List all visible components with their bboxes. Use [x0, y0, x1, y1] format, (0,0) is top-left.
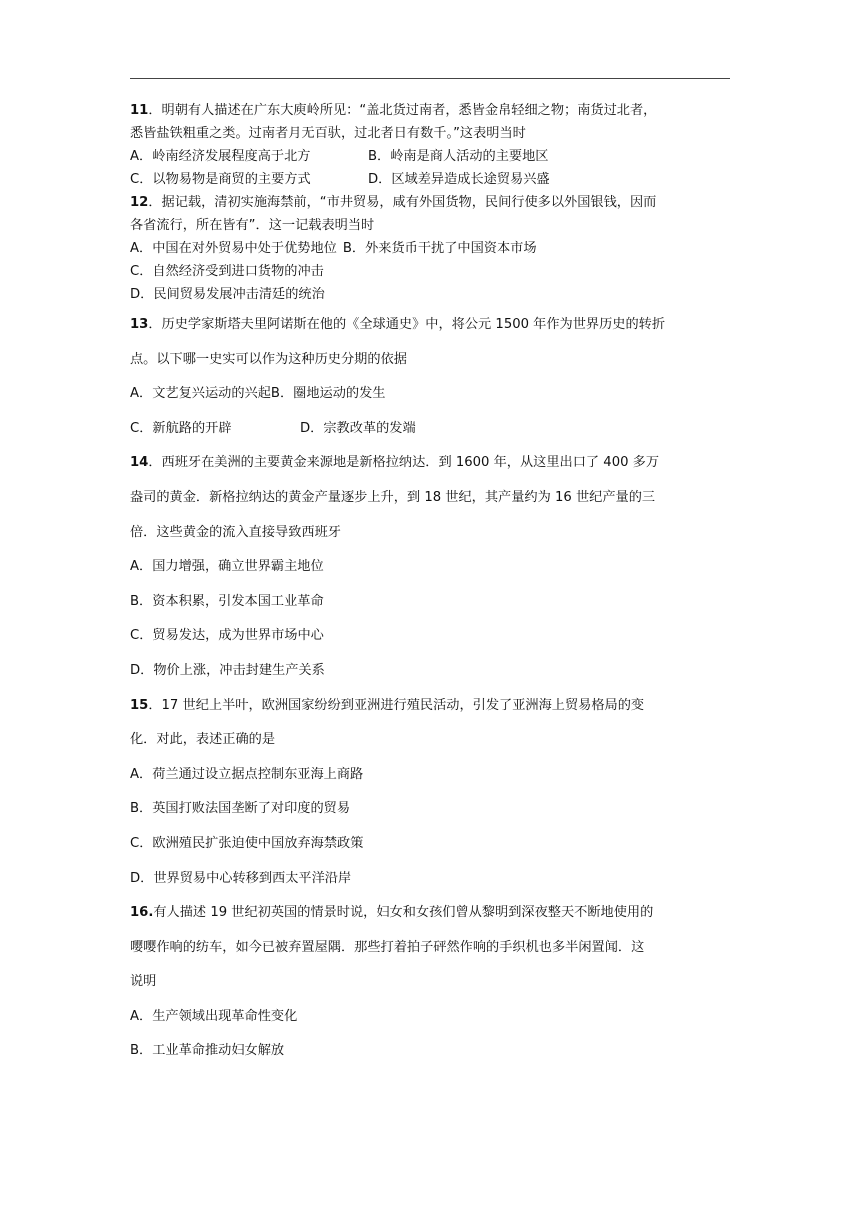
option-d[interactable]: D．民间贸易发展冲击清廷的统治 — [130, 287, 325, 302]
option-c[interactable]: C．新航路的开辟 — [130, 420, 232, 436]
question-15 — [130, 689, 730, 897]
question-stem-line: 说明 — [130, 974, 157, 990]
question-stem-line: 盎司的黄金．新格拉纳达的黄金产量逐步上升，到 18 世纪，其产量约为 16 世纪产量的三 — [130, 489, 656, 505]
question-stem-line: 13．历史学家斯塔夫里阿诺斯在他的《全球通史》中，将公元 1500 年作为世界历史的转折 — [130, 317, 666, 332]
option-b[interactable]: B．英国打败法国垄断了对印度的贸易 — [130, 801, 351, 817]
question-stem-line: 各省流行，所在皆有”．这一记载表明当时 — [130, 218, 375, 233]
option-row — [130, 377, 730, 412]
question-stem-line: 15．17 世纪上半叶，欧洲国家纷纷到亚洲进行殖民活动，引发了亚洲海上贸易格局的变 — [130, 697, 645, 713]
option-a[interactable]: A．文艺复兴运动的兴起 — [130, 386, 271, 402]
option-a[interactable]: A．岭南经济发展程度高于北方 — [130, 149, 311, 164]
option-c[interactable]: C．自然经济受到进口货物的冲击 — [130, 264, 324, 279]
option-row — [130, 237, 730, 260]
option-b[interactable]: B．圈地运动的发生 — [270, 386, 386, 402]
option-a[interactable]: A．中国在对外贸易中处于优势地位 — [130, 241, 337, 256]
question-13 — [130, 308, 730, 446]
question-stem-line: 嘤嘤作响的纺车，如今已被弃置屋隅．那些打着拍子砰然作响的手织机也多半闲置闻．这 — [130, 939, 645, 955]
question-stem-line: 11．明朝有人描述在广东大庾岭所见：“盖北货过南者，悉皆金帛轻细之物；南货过北者， — [130, 103, 657, 118]
option-d[interactable]: D．区域差异造成长途贸易兴盛 — [368, 172, 550, 187]
option-a[interactable]: A．生产领域出现革命性变化 — [130, 1008, 298, 1024]
option-a[interactable]: A．荷兰通过设立据点控制东亚海上商路 — [130, 766, 364, 782]
option-b[interactable]: B．工业革命推动妇女解放 — [130, 1043, 285, 1059]
question-12 — [130, 191, 730, 306]
question-14 — [130, 446, 730, 688]
question-stem-line: 12．据记载，清初实施海禁前，“市井贸易，咸有外国货物，民间行使多以外国银钱，因而 — [130, 195, 657, 210]
option-row — [130, 168, 730, 191]
question-number: 15 — [130, 697, 149, 713]
question-page — [130, 99, 730, 1069]
question-stem-line: 倍．这些黄金的流入直接导致西班牙 — [130, 524, 341, 540]
option-row — [130, 412, 730, 447]
option-d[interactable]: D．世界贸易中心转移到西太平洋沿岸 — [130, 870, 352, 886]
option-row — [130, 145, 730, 168]
question-number: 12 — [130, 195, 149, 210]
question-number: 16. — [130, 905, 154, 921]
option-b[interactable]: B．外来货币干扰了中国资本市场 — [342, 241, 537, 256]
question-stem-line: 14．西班牙在美洲的主要黄金来源地是新格拉纳达．到 1600 年，从这里出口了 400 多万 — [130, 455, 660, 471]
option-d[interactable]: D．物价上涨，冲击封建生产关系 — [130, 662, 325, 678]
option-b[interactable]: B．岭南是商人活动的主要地区 — [368, 149, 549, 164]
option-c[interactable]: C．欧洲殖民扩张迫使中国放弃海禁政策 — [130, 835, 364, 851]
question-number: 13 — [130, 317, 149, 332]
question-number: 11 — [130, 103, 149, 118]
option-c[interactable]: C．贸易发达，成为世界市场中心 — [130, 628, 324, 644]
option-a[interactable]: A．国力增强，确立世界霸主地位 — [130, 559, 324, 575]
question-11 — [130, 99, 730, 191]
option-c[interactable]: C．以物易物是商贸的主要方式 — [130, 172, 311, 187]
question-16 — [130, 896, 730, 1069]
question-stem-line: 16.有人描述 19 世纪初英国的情景时说，妇女和女孩们曾从黎明到深夜整天不断地使用的 — [130, 905, 654, 921]
question-stem-line: 化．对此，表述正确的是 — [130, 732, 276, 748]
option-d[interactable]: D．宗教改革的发端 — [300, 420, 416, 436]
header-rule — [130, 78, 730, 79]
option-b[interactable]: B．资本积累，引发本国工业革命 — [130, 593, 324, 609]
question-number: 14 — [130, 455, 149, 471]
question-stem-line: 点。以下哪一史实可以作为这种历史分期的依据 — [130, 351, 407, 367]
question-stem-line: 悉皆盐铁粗重之类。过南者月无百驮，过北者日有数千。”这表明当时 — [130, 126, 526, 141]
